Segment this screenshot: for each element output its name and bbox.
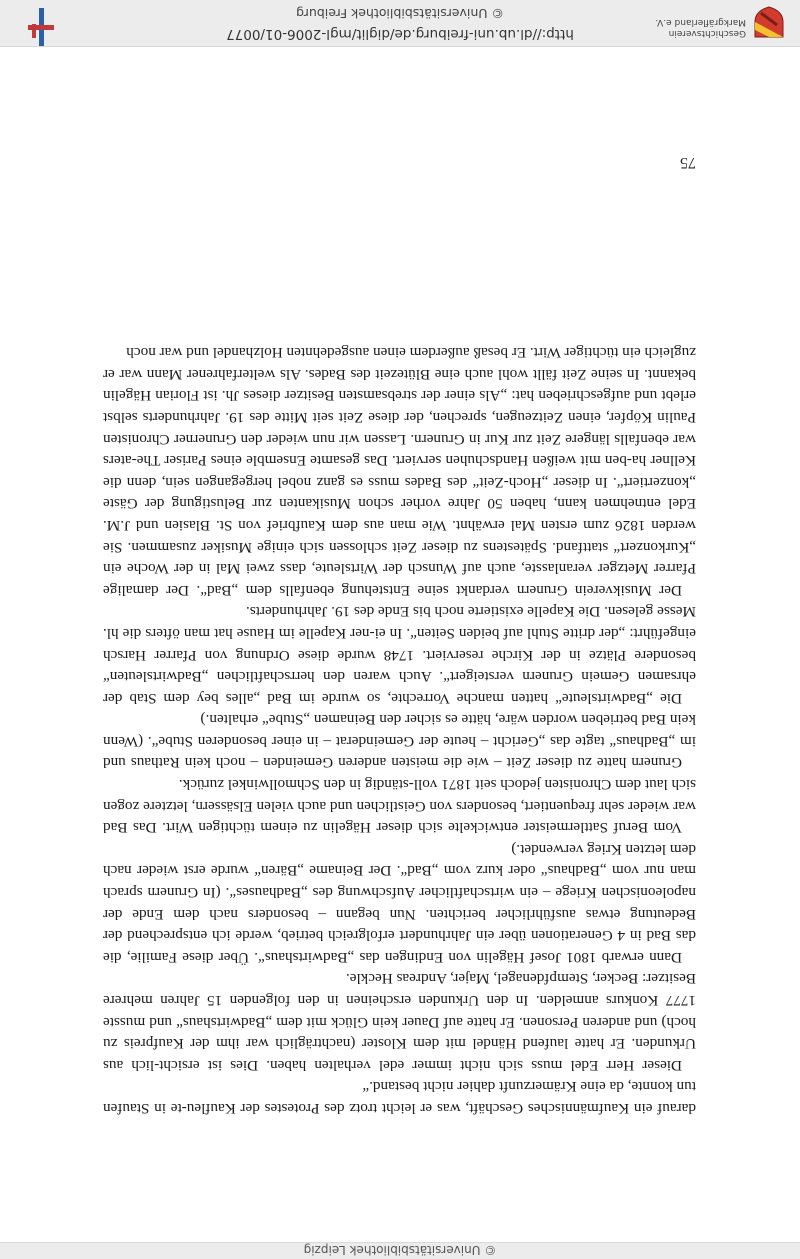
paragraph: Dann erwarb 1801 Josef Hägelin von Endingen das „Badwirtshaus“. Über diese Familie, die das Bad in 4 Generationen über ein Jahrhundert erfolgreich betrieb, werde ich entsprechend der Bedeutung etwas ausführlicher berichten. Nun begann – besonders nach dem Ende der napoleonischen Kriege – ein wirtschaftlicher Aufschwung des „Badhauses“. (In Grunern sprach man nur vom „Badhaus“ oder kurz vom „Bad“. Der Beiname „Bären“ wurde erst wieder nach dem letzten Krieg verwendet.) <box>103 840 696 966</box>
source-url[interactable]: http://dl.ub.uni-freiburg.de/diglit/mgl-2006-01/0077 <box>226 26 574 42</box>
header-bar <box>0 1242 800 1259</box>
footer-bar <box>0 0 800 47</box>
paragraph: Die „Badwirtsleute“ hatten manche Vorrechte, so wurde im Bad „alles bey dem Stab der ehrsamen Gemein Grunern versteigert“. Auch waren den herrschaftlichen „Badwirtsleuten“ besondere Plätze in der Kirche reserviert. 1748 wurde diese Ordnung von Pfarrer Harsch eingeführt: „der dritte Stuhl auf beiden Seiten“. In ei-ner Kapelle im Hause hat man öfters die hl. Messe gelesen. Die Kapelle existierte noch bis Ende des 19. Jahrhunderts. <box>103 603 696 707</box>
slider-mark-icon[interactable] <box>24 0 54 46</box>
partner-name: Geschichtsverein Markgräflerland e.V. <box>655 17 746 38</box>
paragraph: Vom Beruf Sattlermeister entwickelte sich dieser Hägelin zu einem tüchtigen Wirt. Das Bad war wieder sehr frequentiert, besonders von Geistlichen und auch vielen Elsässern, letztere zogen sich laut dem Chronisten jedoch seit 1871 voll-ständig in den Schmollwinkel zurück. <box>103 776 696 837</box>
document-body <box>103 342 696 1119</box>
page-number: 75 <box>680 154 696 171</box>
paragraph: Grunern hatte zu dieser Zeit – wie die meisten anderen Gemeinden – noch kein Rathaus und im „Badhaus“ tagte das „Gericht – heute der Gemeinderat – in einer besonderen Stube“. (Wenn kein Bad betrieben worden wäre, hätte es sicher den Beinamen „Stube“ erhalten.) <box>103 711 696 772</box>
paragraph: Dieser Herr Edel muss sich nicht immer edel verhalten haben. Dies ist ersicht-lich aus Urkunden. Er hatte laufend Händel mit dem Kloster (nachträglich war ihm der Kaufpreis zu hoch) und anderen Personen. Er hatte auf Dauer kein Glück mit dem „Badwirtshaus“ und musste 1777 Konkurs anmelden. In den Urkunden erscheinen in den folgenden 15 Jahren mehrere Besitzer: Becker, Stempfdenagel, Majer, Andreas Heckle. <box>103 970 696 1074</box>
header-text: © Universitätsbibliothek Leipzig <box>303 1243 497 1257</box>
copyright-text: © Universitätsbibliothek Freiburg <box>296 6 504 21</box>
paragraph: Der Musikverein Grunern verdankt seine Entstehung ebenfalls dem „Bad“. Der damalige Pfarrer Metzger veranlasste, auch auf Wunsch der Wirtsleute, dass zwei Mal in der Woche ein „Kurkonzert“ stattfand. Spätestens zu dieser Zeit schlossen sich einige Musiker zusammen. Sie werden 1826 zum ersten Mal erwähnt. Wie man aus dem Kaufbrief von St. Blasien und J.M. Edel entnehmen kann, haben 50 Jahre vorher schon Musikanten zur Belustigung der Gäste „konzertiert“. In dieser „Hoch-Zeit“ des Bades muss es ganz nobel hergegangen sein, denn die Kellner ha-ben mit weißen Handschuhen serviert. Das gesamte Ensemble eines Pariser The-aters war ebenfalls längere Zeit zur Kur in Grunern. Lassen wir nun wieder den Grunerner Chronisten Paulin Köpfer, einen Zeitzeugen, sprechen, der diese Zeit seit Mitte des 19. Jahrhunderts selbst erlebt und aufgeschrieben hat: „Als einer der strebsamsten Besitzer dieses Jh. ist Florian Hägelin bekannt. In seine Zeit fällt wohl auch eine Blütezeit des Bades. Als welterfahrener Mann war er zugleich ein tüchtiger Wirt. Er besaß außerdem einen ausgedehnten Holzhandel und war noch <box>103 344 696 599</box>
paragraph: darauf ein Kaufmännisches Geschäft, was er leicht trotz des Protestes der Kaufleu-te in Staufen tun konnte, da eine Krämerzunft dahier nicht bestand.“ <box>103 1078 696 1117</box>
